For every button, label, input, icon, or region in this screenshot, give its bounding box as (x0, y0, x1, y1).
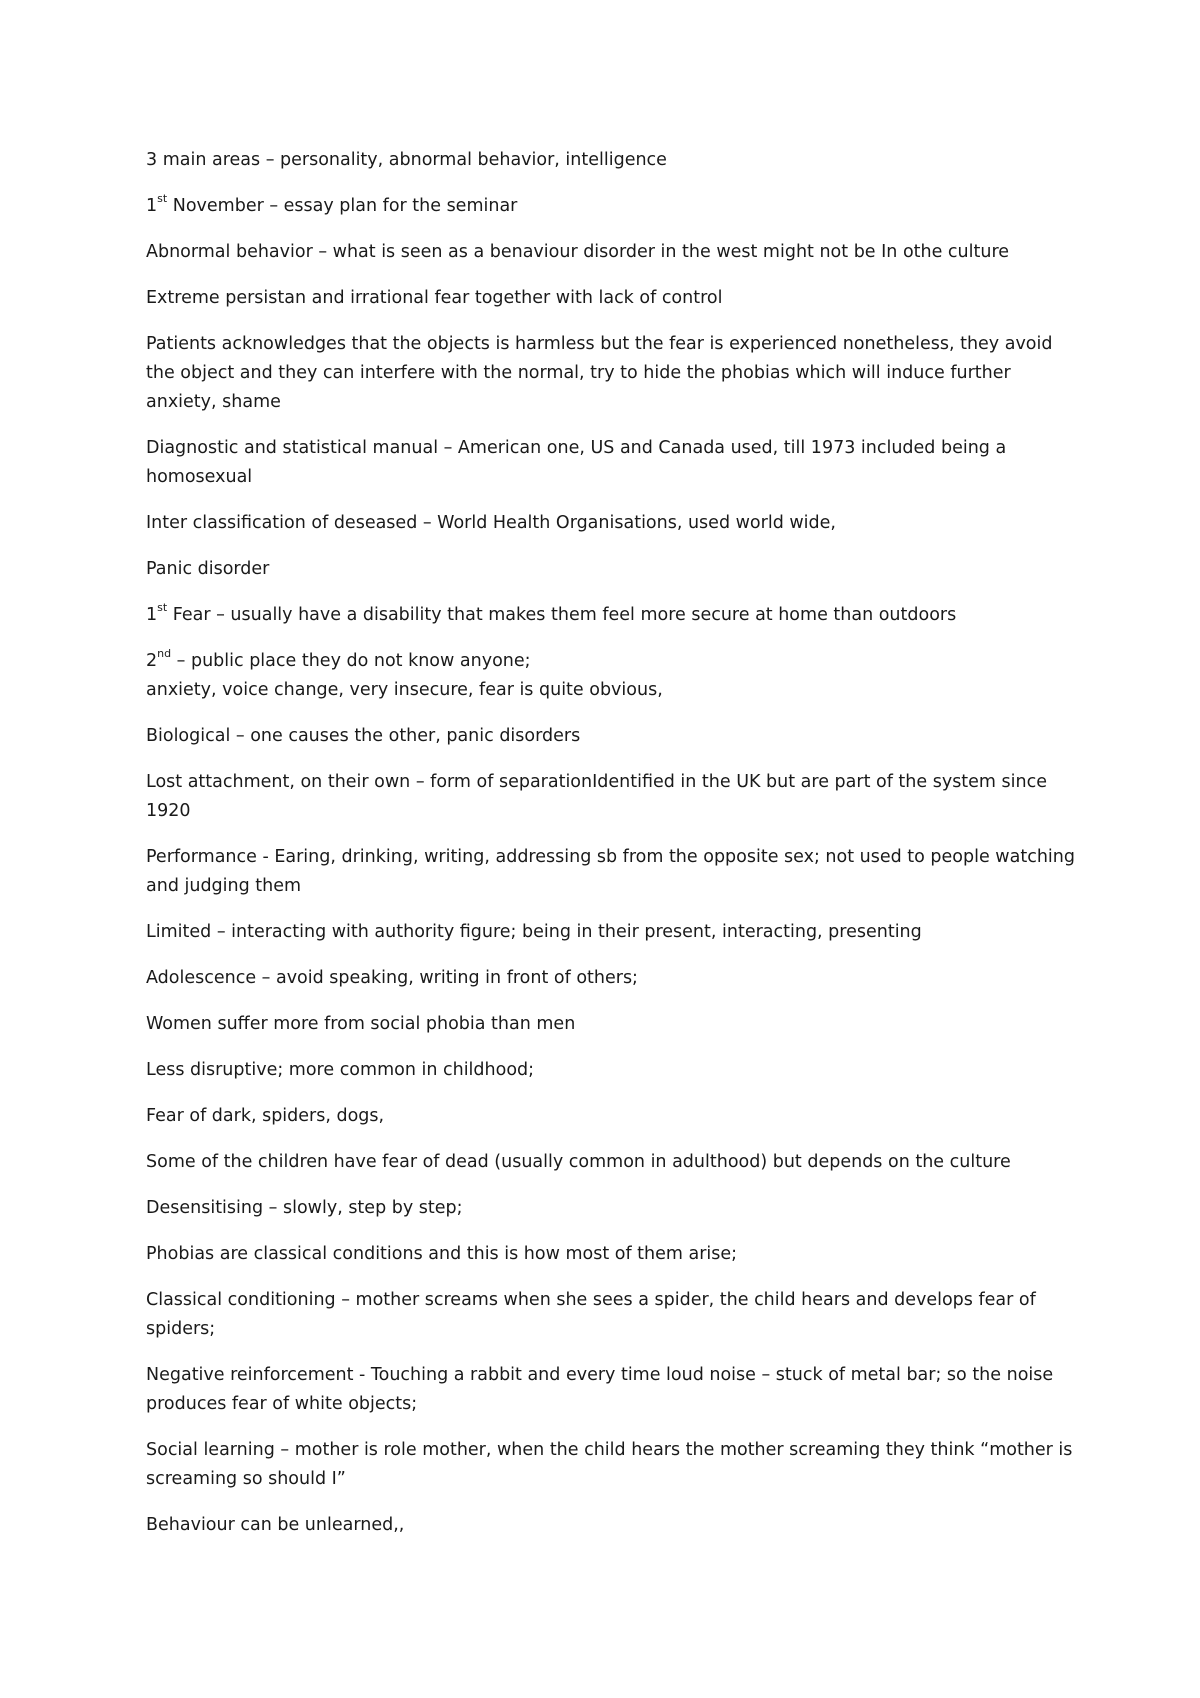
ordinal-number: 1 (146, 196, 158, 216)
notes-body (146, 146, 1076, 1557)
ordinal-number: 1 (146, 605, 158, 625)
paragraph (146, 601, 1076, 630)
paragraph: Fear of dark, spiders, dogs, (146, 1106, 385, 1126)
paragraph: Abnormal behavior – what is seen as a benaviour disorder in the west might not be In othe culture (146, 242, 1010, 262)
paragraph: Biological – one causes the other, panic disorders (146, 726, 581, 746)
paragraph: Women suffer more from social phobia than men (146, 1014, 576, 1034)
paragraph (146, 192, 1076, 221)
paragraph: Diagnostic and statistical manual – American one, US and Canada used, till 1973 included being a homosexual (146, 438, 1007, 487)
paragraph: Classical conditioning – mother screams when she sees a spider, the child hears and develops fear of spiders; (146, 1290, 1036, 1339)
paragraph: Negative reinforcement - Touching a rabbit and every time loud noise – stuck of metal bar; so the noise produces fear of white objects; (146, 1365, 1054, 1414)
paragraph: Lost attachment, on their own – form of separationIdentified in the UK but are part of the system since 1920 (146, 772, 1048, 821)
paragraph: Adolescence – avoid speaking, writing in front of others; (146, 968, 638, 988)
paragraph: Patients acknowledges that the objects is harmless but the fear is experienced nonetheless, they avoid the object and they can interfere with the normal, try to hide the phobias which will induce further anxiety, shame (146, 334, 1053, 412)
paragraph-text: Fear – usually have a disability that makes them feel more secure at home than outdoors (167, 605, 957, 625)
paragraph-text: – public place they do not know anyone; (171, 651, 531, 671)
paragraph: Desensitising – slowly, step by step; (146, 1198, 463, 1218)
paragraph-line: anxiety, voice change, very insecure, fear is quite obvious, (146, 680, 663, 700)
ordinal-suffix: nd (157, 647, 172, 661)
paragraph: Phobias are classical conditions and this is how most of them arise; (146, 1244, 738, 1264)
paragraph: Panic disorder (146, 559, 270, 579)
paragraph: 3 main areas – personality, abnormal behavior, intelligence (146, 150, 667, 170)
paragraph: Less disruptive; more common in childhood; (146, 1060, 535, 1080)
paragraph: Social learning – mother is role mother, when the child hears the mother screaming they think “mother is screaming so should I” (146, 1440, 1073, 1489)
ordinal-suffix: st (157, 192, 168, 206)
paragraph: Extreme persistan and irrational fear together with lack of control (146, 288, 723, 308)
paragraph: Behaviour can be unlearned,, (146, 1515, 405, 1535)
paragraph: Limited – interacting with authority figure; being in their present, interacting, presenting (146, 922, 922, 942)
ordinal-number: 2 (146, 651, 158, 671)
paragraph (146, 647, 1076, 705)
ordinal-suffix: st (157, 601, 168, 615)
paragraph: Inter classification of deseased – World Health Organisations, used world wide, (146, 513, 836, 533)
paragraph: Some of the children have fear of dead (usually common in adulthood) but depends on the culture (146, 1152, 1011, 1172)
paragraph-text: November – essay plan for the seminar (167, 196, 518, 216)
paragraph: Performance - Earing, drinking, writing, addressing sb from the opposite sex; not used to people watching and judging them (146, 847, 1075, 896)
